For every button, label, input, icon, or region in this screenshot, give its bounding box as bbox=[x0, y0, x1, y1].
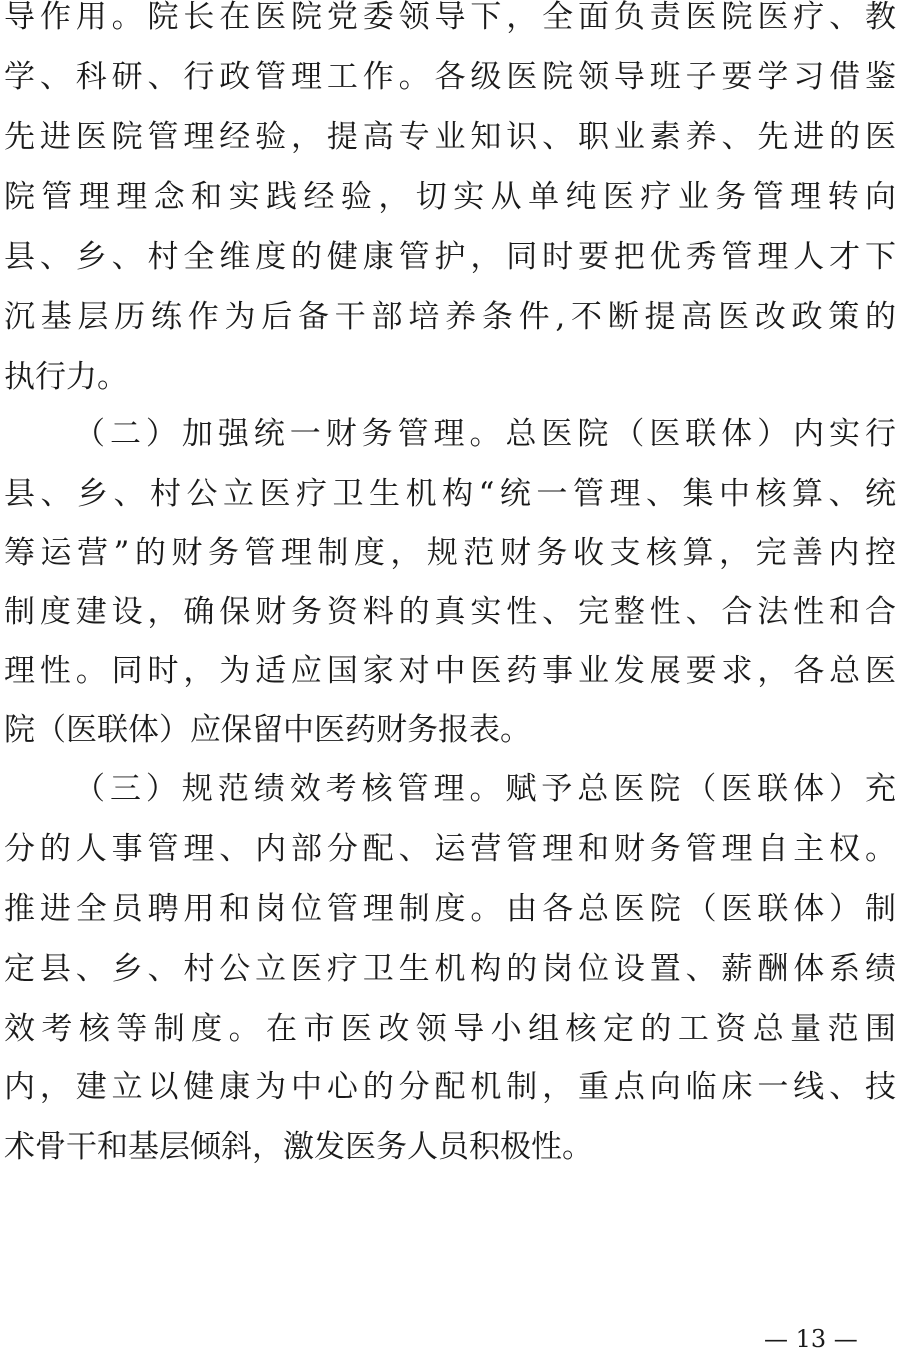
text-line: 导作用。院长在医院党委领导下，全面负责医院医疗、教 bbox=[4, 0, 896, 35]
text-line: 理性。同时，为适应国家对中医药事业发展要求，各总医 bbox=[4, 653, 896, 689]
text-line: 推进全员聘用和岗位管理制度。由各总医院（医联体）制 bbox=[4, 891, 896, 927]
text-line: 沉基层历练作为后备干部培养条件,不断提高医改政策的 bbox=[4, 299, 896, 335]
text-line: 定县、乡、村公立医疗卫生机构的岗位设置、薪酬体系绩 bbox=[4, 951, 896, 987]
text-line: （三）规范绩效考核管理。赋予总医院（医联体）充 bbox=[74, 771, 896, 807]
text-line: 学、科研、行政管理工作。各级医院领导班子要学习借鉴 bbox=[4, 59, 896, 95]
text-line: 执行力。 bbox=[4, 359, 128, 395]
text-line: 县、乡、村公立医疗卫生机构“统一管理、集中核算、统 bbox=[4, 476, 896, 512]
text-line: 制度建设，确保财务资料的真实性、完整性、合法性和合 bbox=[4, 594, 896, 630]
text-line: 先进医院管理经验，提高专业知识、职业素养、先进的医 bbox=[4, 119, 896, 155]
text-line: 院（医联体）应保留中医药财务报表。 bbox=[4, 712, 531, 748]
text-line: 院管理理念和实践经验，切实从单纯医疗业务管理转向 bbox=[4, 179, 896, 215]
text-line: 县、乡、村全维度的健康管护，同时要把优秀管理人才下 bbox=[4, 239, 896, 275]
text-line: 内，建立以健康为中心的分配机制，重点向临床一线、技 bbox=[4, 1069, 896, 1105]
text-line: （二）加强统一财务管理。总医院（医联体）内实行 bbox=[74, 416, 896, 452]
text-line: 分的人事管理、内部分配、运营管理和财务管理自主权。 bbox=[4, 831, 896, 867]
text-line: 术骨干和基层倾斜，激发医务人员积极性。 bbox=[4, 1129, 593, 1165]
text-line: 效考核等制度。在市医改领导小组核定的工资总量范围 bbox=[4, 1011, 896, 1047]
text-line: 筹运营”的财务管理制度，规范财务收支核算，完善内控 bbox=[4, 535, 896, 571]
page-number: — 13 — bbox=[764, 1325, 858, 1353]
